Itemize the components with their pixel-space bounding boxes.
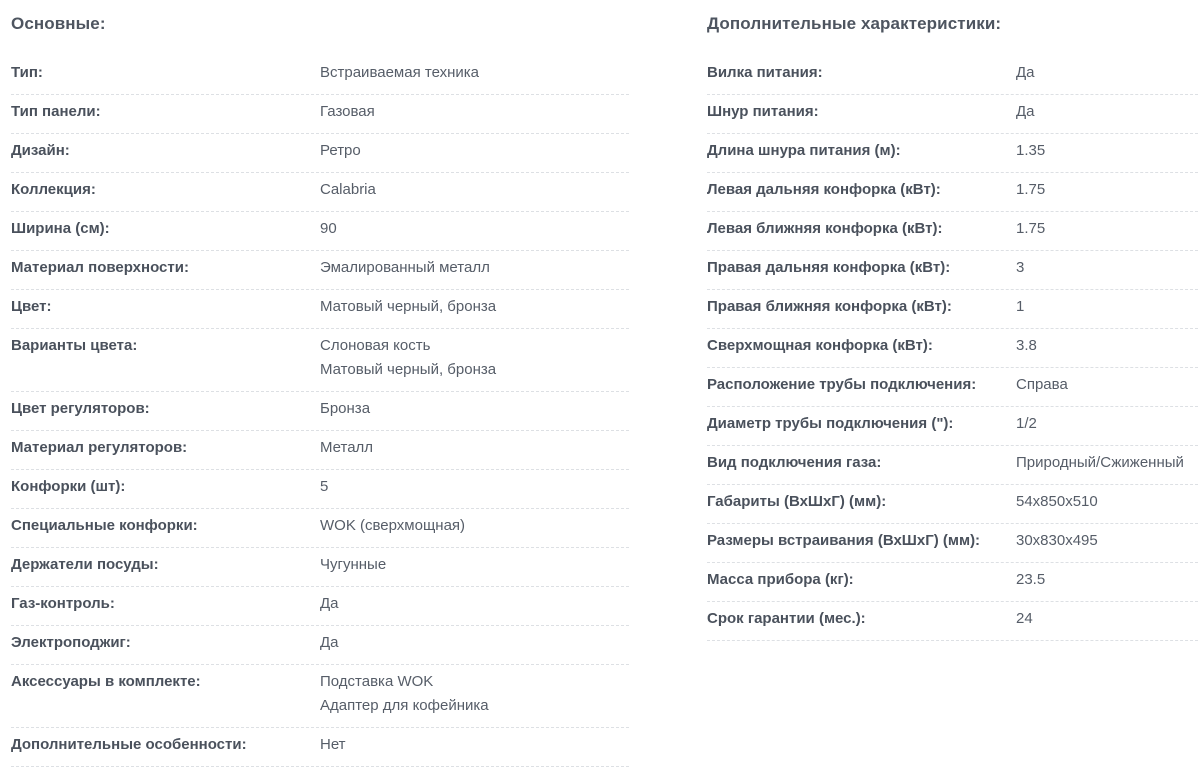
spec-values — [320, 219, 629, 241]
spec-row — [707, 173, 1198, 212]
spec-row — [11, 95, 629, 134]
spec-values — [1016, 375, 1198, 397]
spec-label: Масса прибора (кг): — [707, 571, 854, 588]
spec-row — [11, 587, 629, 626]
spec-row — [707, 95, 1198, 134]
spec-values — [320, 735, 629, 757]
spec-value: Да — [320, 634, 339, 651]
spec-label: Цвет регуляторов: — [11, 400, 150, 417]
spec-row — [11, 728, 629, 767]
spec-value: 30x830x495 — [1016, 532, 1098, 549]
spec-value: Матовый черный, бронза — [320, 361, 497, 378]
spec-row — [11, 626, 629, 665]
spec-value: Матовый черный, бронза — [320, 298, 497, 315]
spec-row — [707, 407, 1198, 446]
spec-label: Специальные конфорки: — [11, 517, 198, 534]
spec-value: Да — [320, 595, 339, 612]
spec-label: Срок гарантии (мес.): — [707, 610, 866, 627]
spec-values — [1016, 219, 1198, 241]
spec-label: Дизайн: — [11, 142, 70, 159]
extra-specs-section — [707, 0, 1198, 641]
spec-value: Природный/Сжиженный — [1016, 454, 1184, 471]
spec-label: Расположение трубы подключения: — [707, 376, 977, 393]
spec-label: Коллекция: — [11, 181, 96, 198]
spec-label: Конфорки (шт): — [11, 478, 126, 495]
spec-label: Электроподжиг: — [11, 634, 131, 651]
spec-value: Газовая — [320, 103, 375, 120]
spec-values — [320, 438, 629, 460]
spec-row — [707, 602, 1198, 641]
spec-label: Ширина (см): — [11, 220, 110, 237]
spec-values — [320, 477, 629, 499]
spec-value: Металл — [320, 439, 374, 456]
spec-row — [11, 470, 629, 509]
spec-values — [320, 633, 629, 655]
spec-values — [320, 516, 629, 538]
spec-value: 3.8 — [1016, 337, 1037, 354]
spec-label: Шнур питания: — [707, 103, 819, 120]
spec-label: Материал поверхности: — [11, 259, 189, 276]
spec-values — [1016, 63, 1198, 85]
spec-value: Слоновая кость — [320, 337, 431, 354]
spec-row — [11, 665, 629, 728]
spec-label: Длина шнура питания (м): — [707, 142, 901, 159]
spec-values — [1016, 297, 1198, 319]
spec-values — [1016, 258, 1198, 280]
spec-label: Диаметр трубы подключения ("): — [707, 415, 954, 432]
spec-value: 1.75 — [1016, 220, 1046, 237]
spec-row — [11, 329, 629, 392]
spec-label: Левая ближняя конфорка (кВт): — [707, 220, 943, 237]
spec-label: Держатели посуды: — [11, 556, 159, 573]
spec-value: 23.5 — [1016, 571, 1046, 588]
spec-value: Подставка WOK — [320, 673, 434, 690]
spec-row — [707, 290, 1198, 329]
spec-value: Чугунные — [320, 556, 387, 573]
spec-row — [11, 134, 629, 173]
spec-row — [707, 563, 1198, 602]
spec-value: Бронза — [320, 400, 371, 417]
spec-values — [320, 141, 629, 163]
spec-value: WOK (сверхмощная) — [320, 517, 466, 534]
spec-label: Правая ближняя конфорка (кВт): — [707, 298, 952, 315]
spec-row — [707, 368, 1198, 407]
spec-values — [1016, 570, 1198, 592]
spec-label: Аксессуары в комплекте: — [11, 673, 201, 690]
spec-row — [11, 251, 629, 290]
spec-values — [320, 672, 629, 718]
spec-value: Да — [1016, 103, 1035, 120]
spec-values — [320, 180, 629, 202]
spec-values — [320, 555, 629, 577]
spec-value: 1.75 — [1016, 181, 1046, 198]
spec-values — [1016, 492, 1198, 514]
spec-label: Материал регуляторов: — [11, 439, 188, 456]
spec-label: Правая дальняя конфорка (кВт): — [707, 259, 951, 276]
spec-label: Вид подключения газа: — [707, 454, 882, 471]
spec-row — [707, 524, 1198, 563]
spec-value: Эмалированный металл — [320, 259, 490, 276]
spec-values — [1016, 180, 1198, 202]
spec-label: Левая дальняя конфорка (кВт): — [707, 181, 941, 198]
spec-row — [707, 485, 1198, 524]
spec-row — [11, 548, 629, 587]
spec-values — [1016, 102, 1198, 124]
spec-value: Справа — [1016, 376, 1068, 393]
spec-value: Calabria — [320, 181, 376, 198]
spec-row — [11, 290, 629, 329]
extra-specs-list — [707, 56, 1198, 641]
spec-label: Варианты цвета: — [11, 337, 138, 354]
spec-value: 54x850x510 — [1016, 493, 1098, 510]
spec-label: Дополнительные особенности: — [11, 736, 247, 753]
spec-values — [320, 63, 629, 85]
spec-values — [1016, 141, 1198, 163]
main-specs-list — [11, 56, 629, 767]
spec-values — [1016, 414, 1198, 436]
spec-row — [11, 212, 629, 251]
spec-row — [707, 212, 1198, 251]
spec-value: 90 — [320, 220, 337, 237]
spec-values — [1016, 531, 1198, 553]
spec-row — [11, 173, 629, 212]
spec-values — [320, 102, 629, 124]
spec-values — [320, 594, 629, 616]
spec-value: Ретро — [320, 142, 361, 159]
spec-label: Вилка питания: — [707, 64, 823, 81]
spec-row — [707, 56, 1198, 95]
spec-label: Тип панели: — [11, 103, 101, 120]
spec-row — [11, 431, 629, 470]
spec-row — [707, 134, 1198, 173]
spec-value: Да — [1016, 64, 1035, 81]
spec-value: 1/2 — [1016, 415, 1037, 432]
spec-values — [1016, 336, 1198, 358]
spec-value: 3 — [1016, 259, 1025, 276]
spec-value: 1 — [1016, 298, 1025, 315]
spec-value: Адаптер для кофейника — [320, 697, 489, 714]
spec-values — [1016, 609, 1198, 631]
spec-label: Размеры встраивания (ВхШхГ) (мм): — [707, 532, 981, 549]
spec-row — [707, 329, 1198, 368]
spec-row — [707, 251, 1198, 290]
spec-value: Встраиваемая техника — [320, 64, 479, 81]
spec-label: Тип: — [11, 64, 43, 81]
spec-row — [11, 392, 629, 431]
spec-row — [707, 446, 1198, 485]
spec-value: 1.35 — [1016, 142, 1046, 159]
spec-value: Нет — [320, 736, 346, 753]
spec-values — [320, 258, 629, 280]
main-specs-section — [11, 0, 629, 767]
spec-label: Габариты (ВхШхГ) (мм): — [707, 493, 887, 510]
extra-specs-title: Дополнительные характеристики: — [707, 14, 1002, 33]
main-specs-title: Основные: — [11, 14, 106, 33]
spec-row — [11, 56, 629, 95]
spec-label: Цвет: — [11, 298, 52, 315]
spec-values — [320, 297, 629, 319]
spec-values — [320, 399, 629, 421]
spec-values — [1016, 453, 1198, 475]
spec-label: Газ-контроль: — [11, 595, 115, 612]
spec-label: Сверхмощная конфорка (кВт): — [707, 337, 933, 354]
spec-values — [320, 336, 629, 382]
spec-value: 5 — [320, 478, 329, 495]
spec-value: 24 — [1016, 610, 1033, 627]
spec-row — [11, 509, 629, 548]
